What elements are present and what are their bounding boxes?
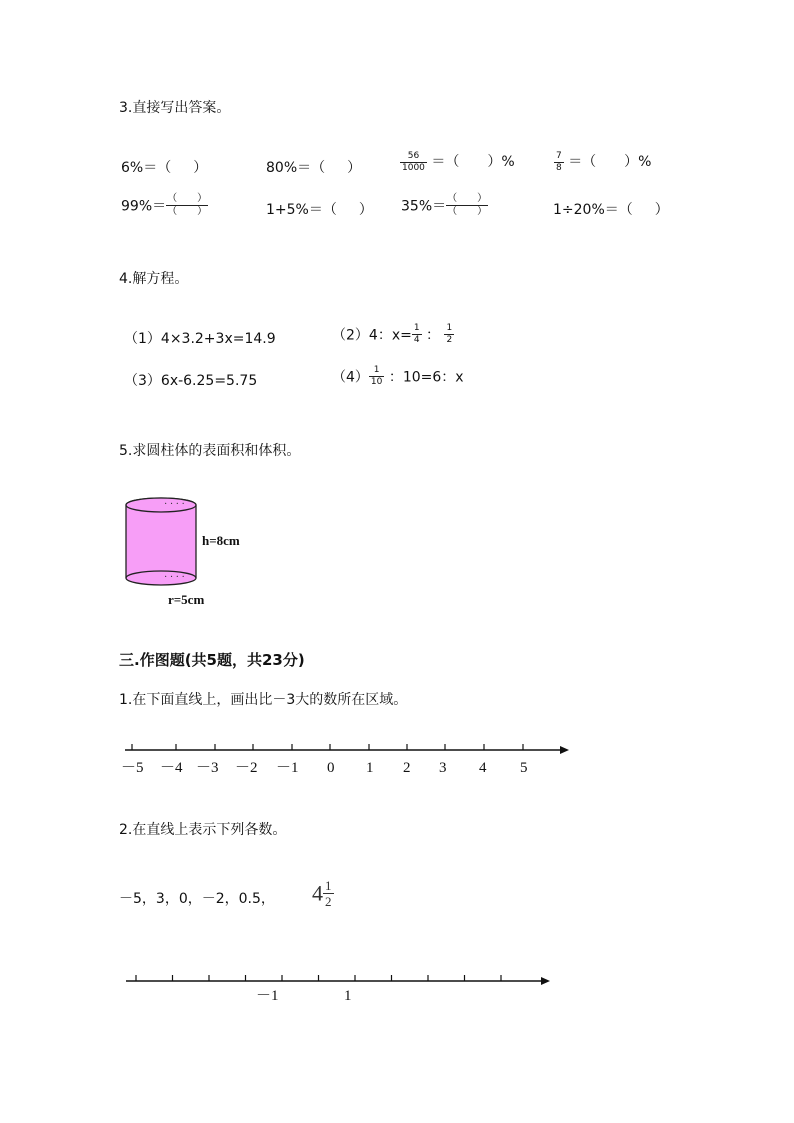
fraction: $\frac{1}{4}$ [413,323,420,345]
axis-label: 1 [344,988,352,1004]
arrow-head [541,977,550,985]
tick-label: －3 [196,760,219,776]
cylinder-diagram [118,490,268,615]
height-label: h=8cm [202,533,240,548]
number-line-1 [118,735,578,780]
q3-item-5: 99%＝ $\frac{( )}{( )}$ [121,193,208,217]
q3-item-6: 1+5%＝（ ） [266,202,373,218]
s3q2-title: 2.在直线上表示下列各数。 [119,822,287,838]
equation-2: （2）4：x= $\frac{1}{4}$ ： $\frac{1}{2}$ [332,323,453,345]
equation-1: （1）4×3.2+3x=14.9 [124,331,276,347]
arrow-head [560,746,569,754]
section-3-title: 三.作图题(共5题，共23分) [119,651,305,669]
axis-label: －1 [256,988,279,1004]
tick-label: 4 [479,760,487,776]
tick-label: 1 [366,760,374,776]
q3-item-2: 80%＝（ ） [266,160,362,176]
tick-label: 0 [327,760,335,776]
tick-label: －1 [276,760,299,776]
equation-3: （3）6x-6.25=5.75 [124,373,258,389]
cylinder-top [126,498,196,512]
q5-title: 5.求圆柱体的表面积和体积。 [119,443,301,459]
bottom-radius-dots: · · · · [164,572,185,583]
fraction: $\frac{1}{10}$ [370,365,383,387]
q3-item-8: 1÷20%＝（ ） [553,202,669,218]
s3q1-title: 1.在下面直线上，画出比－3大的数所在区域。 [119,692,408,708]
tick-label: －5 [121,760,144,776]
equation-4: （4） $\frac{1}{10}$ ：10=6：x [332,365,464,387]
fraction: $\frac{1}{2}$ [325,878,332,909]
q4-title: 4.解方程。 [119,271,189,287]
numbers-to-plot: －5，3，0，－2，0.5， [119,891,275,907]
tick-label: －2 [235,760,258,776]
mixed-number: 4 $\frac{1}{2}$ [312,878,332,909]
q3-item-1: 6%＝（ ） [121,160,208,176]
tick-label: －4 [160,760,183,776]
tick-label: 5 [520,760,528,776]
q3-item-4: $\frac{7}{8}$ ＝（ ）% [556,150,652,173]
q3-item-7: 35%＝ $\frac{( )}{( )}$ [401,193,488,217]
tick-label: 3 [439,760,447,776]
fraction: $\frac{56}{1000}$ [402,150,425,173]
q3-item-3: $\frac{56}{1000}$ ＝（ ）% [402,150,515,173]
q3-title: 3.直接写出答案。 [119,100,231,116]
number-line-2 [118,968,558,1008]
fraction: $\frac{1}{2}$ [446,323,453,345]
top-radius-dots: · · · · [164,499,185,510]
tick-label: 2 [403,760,411,776]
radius-label: r=5cm [168,592,205,607]
fraction: $\frac{7}{8}$ [556,150,562,173]
fraction: $\frac{( )}{( )}$ [167,193,208,217]
fraction: $\frac{( )}{( )}$ [447,193,488,217]
